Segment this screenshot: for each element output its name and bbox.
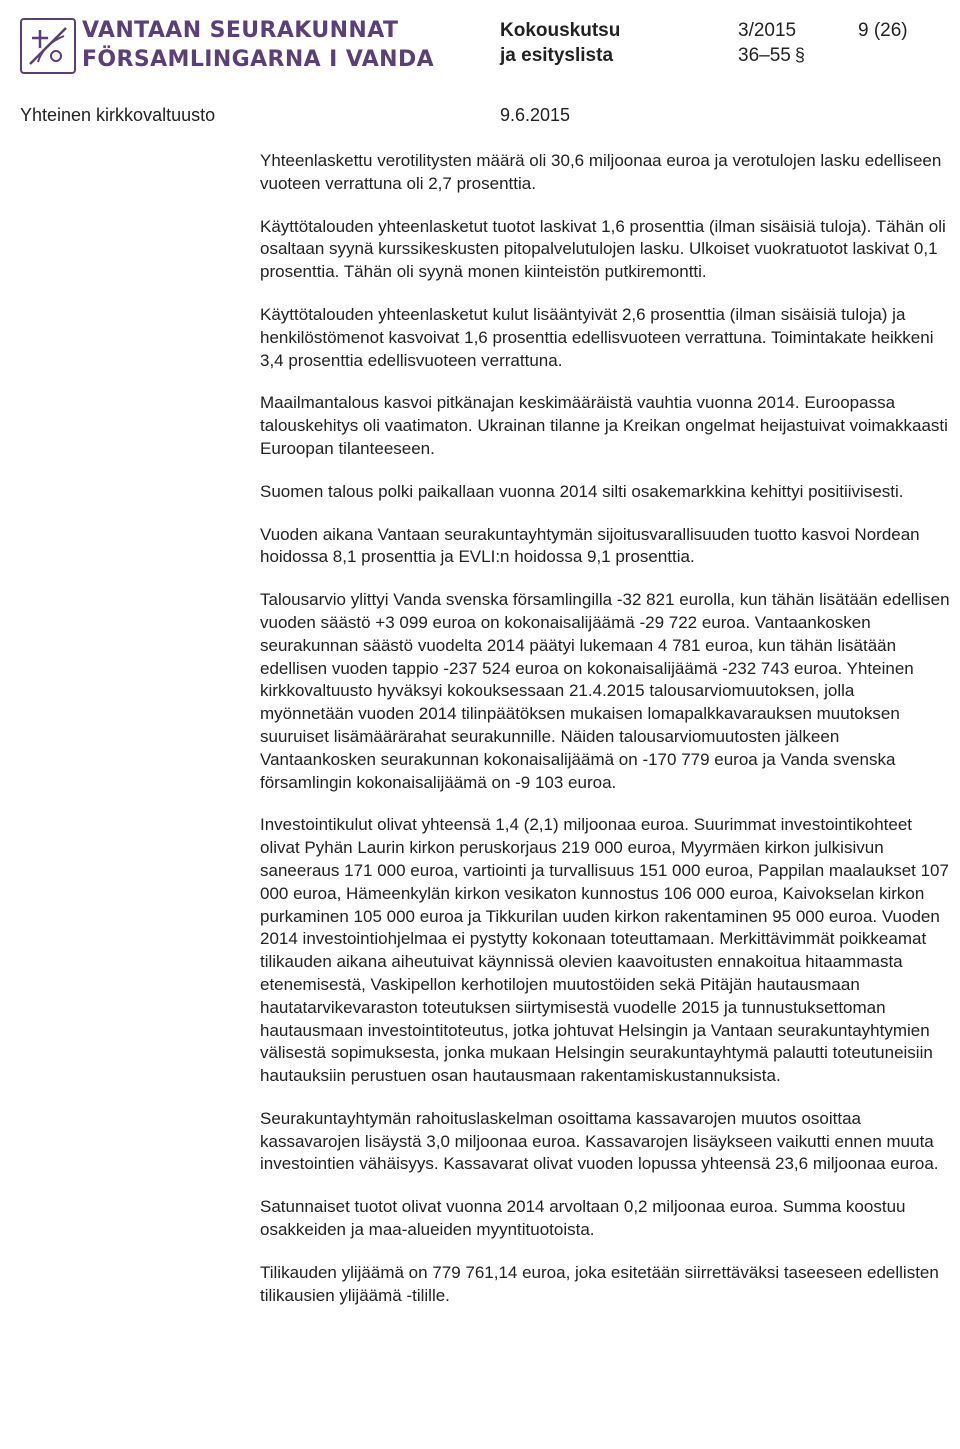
section-sign: § — [794, 45, 805, 65]
paragraph-tax-revenue: Yhteenlaskettu verotilitysten määrä oli 30,6 miljoonaa euroa ja verotulojen lasku edelliseen vuoteen verrattuna oli 2,7 prosenttia. — [260, 151, 942, 193]
document-title-line2: ja esityslista — [500, 45, 614, 66]
governing-body-name: Yhteinen kirkkovaltuusto — [20, 105, 216, 125]
paragraph-extraordinary-income: Satunnaiset tuotot olivat vuonna 2014 arvoltaan 0,2 miljoonaa euroa. Summa koostuu osakkeiden ja maa-alueiden myyntituotoista. — [260, 1197, 906, 1240]
paragraph-operating-income: Käyttötalouden yhteenlasketut tuotot laskivat 1,6 prosenttia (ilman sisäisiä tuloja). Tähän oli osaltaan syynä kurssikeskusten pitopalvelutulojen lasku. Ulkoiset vuokratuotot laskivat 0,1 prosenttia. Tähän oli syynä monen kiinteistön putkiremontti. — [260, 216, 946, 282]
paragraph-capital-expenditure: Investointikulut olivat yhteensä 1,4 (2,1) miljoonaa euroa. Suurimmat investointikohteet olivat Pyhän Laurin kirkon peruskorjaus 219 000 euroa, Myyrmäen kirkon julkisivun saneeraus 171 000 euroa, vartiointi ja turvallisuus 151 000 euroa, Pappilan maalaukset 107 000 euroa, Hämeenkylän kirkon vesikaton kunnostus 106 000 euroa, Kaivokselan kirkon purkaminen 105 000 euroa ja Tikkurilan uuden kirkon rakentaminen 95 000 euroa. Vuoden 2014 investointiohjelmaa ei pystytty kokonaan toteuttamaan. Merkittävimmät poikkeamat tilikauden aikana aiheutuivat käynnissä olevien kaavoitusten ennakoitua hitaammasta etenemisestä, Vaskipellon kerhotilojen muutostöiden sekä Pitäjän hautausmaan hautatarvikevaraston toteutuksen siirtymisestä vuodelle 2015 ja tunnustuksettoman hautausmaan investointitoteutus, jotka johtuvat Helsingin ja Vantaan seurakuntayhtymien välisestä sopimuksesta, jonka mukaan Helsingin seurakuntayhtymä palautti toteutuneisiin hautauksiin perustuen osan hautausmaan rakentamiskustannuksista. — [260, 815, 949, 1086]
section-range — [738, 43, 805, 68]
logo-text-finnish: VANTAAN SEURAKUNNAT — [82, 18, 399, 43]
document-title-line1: Kokouskutsu — [500, 20, 621, 41]
page-header — [0, 0, 960, 130]
paragraph-investment-returns: Vuoden aikana Vantaan seurakuntayhtymän sijoitusvarallisuuden tuotto kasvoi Nordean hoidossa 8,1 prosenttia ja EVLI:n hoidossa 9,1 prosenttia. — [260, 524, 920, 567]
church-logo-icon — [20, 18, 76, 74]
document-body — [260, 150, 950, 1327]
meeting-date: 9.6.2015 — [500, 105, 571, 125]
issue-number: 3/2015 — [738, 20, 797, 41]
page-indicator: 9 (26) — [858, 20, 908, 41]
logo-text-swedish: FÖRSAMLINGARNA I VANDA — [82, 47, 435, 72]
paragraph-cash-flow: Seurakuntayhtymän rahoituslaskelman osoittama kassavarojen muutos osoittaa kassavarojen lisäystä 3,0 miljoonaa euroa. Kassavarojen lisäykseen vaikutti ennen muuta investointien vähäisyys. Kassavarat olivat vuoden lopussa yhteensä 23,6 miljoonaa euroa. — [260, 1108, 939, 1174]
paragraph-world-economy: Maailmantalous kasvoi pitkänajan keskimääräistä vauhtia vuonna 2014. Euroopassa talouskehitys oli vaatimaton. Ukrainan tilanne ja Kreikan ongelmat heijastuivat voimakkaasti Euroopan tilanteeseen. — [260, 393, 948, 458]
paragraph-budget: Talousarvio ylittyi Vanda svenska församlingilla -32 821 eurolla, kun tähän lisätään edellisen vuoden säästö +3 099 euroa on kokonaisalijäämä -29 722 euroa. Vantaankosken seurakunnan säästö vuodelta 2014 päätyi lukemaan 4 781 euroa, kun tähän lisätään edellisen vuoden tappio -237 524 euroa on kokonaisalijäämä -232 743 euroa. Yhteinen kirkkovaltuusto hyväksyi kokouksessaan 21.4.2015 talousarviomuutoksen, jolla myönnetään vuoden 2014 tilinpäätöksen mukaisen lomapalkkavarauksen muutoksen suuruiset lisämäärärahat seurakunnille. Näiden talousarviomuutosten jälkeen Vantaankosken seurakunnan kokonaisalijäämä on -170 779 euroa ja Vanda svenska församlingin kokonaisalijäämä on -9 103 euroa. — [260, 590, 950, 792]
paragraph-operating-costs: Käyttötalouden yhteenlasketut kulut lisääntyivät 2,6 prosenttia (ilman sisäisiä tuloja) ja henkilöstömenot kasvoivat 1,6 prosenttia edellisvuoteen verrattuna. Toimintakate heikkeni 3,4 prosenttia edellisvuoteen verrattuna. — [260, 304, 934, 370]
section-range-value: 36–55 — [738, 45, 791, 66]
paragraph-finnish-economy: Suomen talous polki paikallaan vuonna 2014 silti osakemarkkina kehittyi positiivisesti. — [260, 481, 904, 501]
paragraph-surplus: Tilikauden ylijäämä on 779 761,14 euroa, joka esitetään siirrettäväksi taseeseen edellisten tilikausien ylijäämä -tilille. — [260, 1262, 939, 1305]
document-title — [500, 18, 620, 68]
organization-logo — [20, 18, 435, 76]
